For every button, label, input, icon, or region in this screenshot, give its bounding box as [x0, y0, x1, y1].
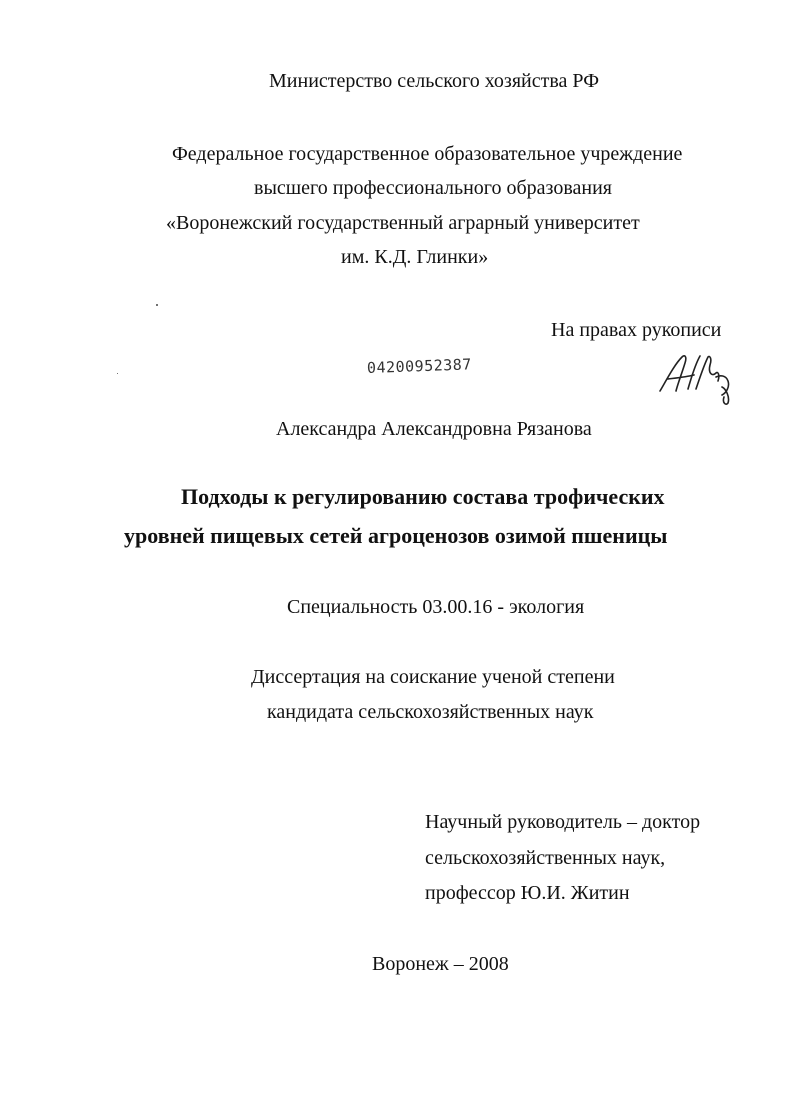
institution-line-1: Федеральное государственное образовательное учреждение — [172, 143, 683, 165]
author-name: Александра Александровна Рязанова — [276, 418, 592, 440]
ministry-name: Министерство сельского хозяйства РФ — [269, 70, 599, 92]
institution-line-4: им. К.Д. Глинки» — [341, 246, 489, 268]
rights-notice: На правах рукописи — [551, 319, 722, 341]
signature-icon — [652, 351, 742, 406]
dissertation-title-line-1: Подходы к регулированию состава трофических — [181, 484, 665, 509]
institution-line-3: «Воронежский государственный аграрный университет — [166, 212, 640, 234]
archive-serial-number: 04200952387 — [366, 355, 473, 377]
dissertation-title-line-2: уровней пищевых сетей агроценозов озимой пшеницы — [124, 523, 668, 548]
specialty: Специальность 03.00.16 - экология — [287, 596, 585, 618]
degree-line-2: кандидата сельскохозяйственных наук — [267, 701, 594, 723]
scan-speck — [156, 304, 158, 306]
supervisor-line-3: профессор Ю.И. Житин — [425, 882, 630, 904]
institution-line-2: высшего профессионального образования — [254, 177, 612, 199]
place-and-year: Воронеж – 2008 — [372, 953, 509, 975]
supervisor-line-2: сельскохозяйственных наук, — [425, 847, 666, 869]
supervisor-line-1: Научный руководитель – доктор — [425, 811, 701, 833]
scan-speck — [117, 373, 118, 374]
degree-line-1: Диссертация на соискание ученой степени — [251, 666, 615, 688]
